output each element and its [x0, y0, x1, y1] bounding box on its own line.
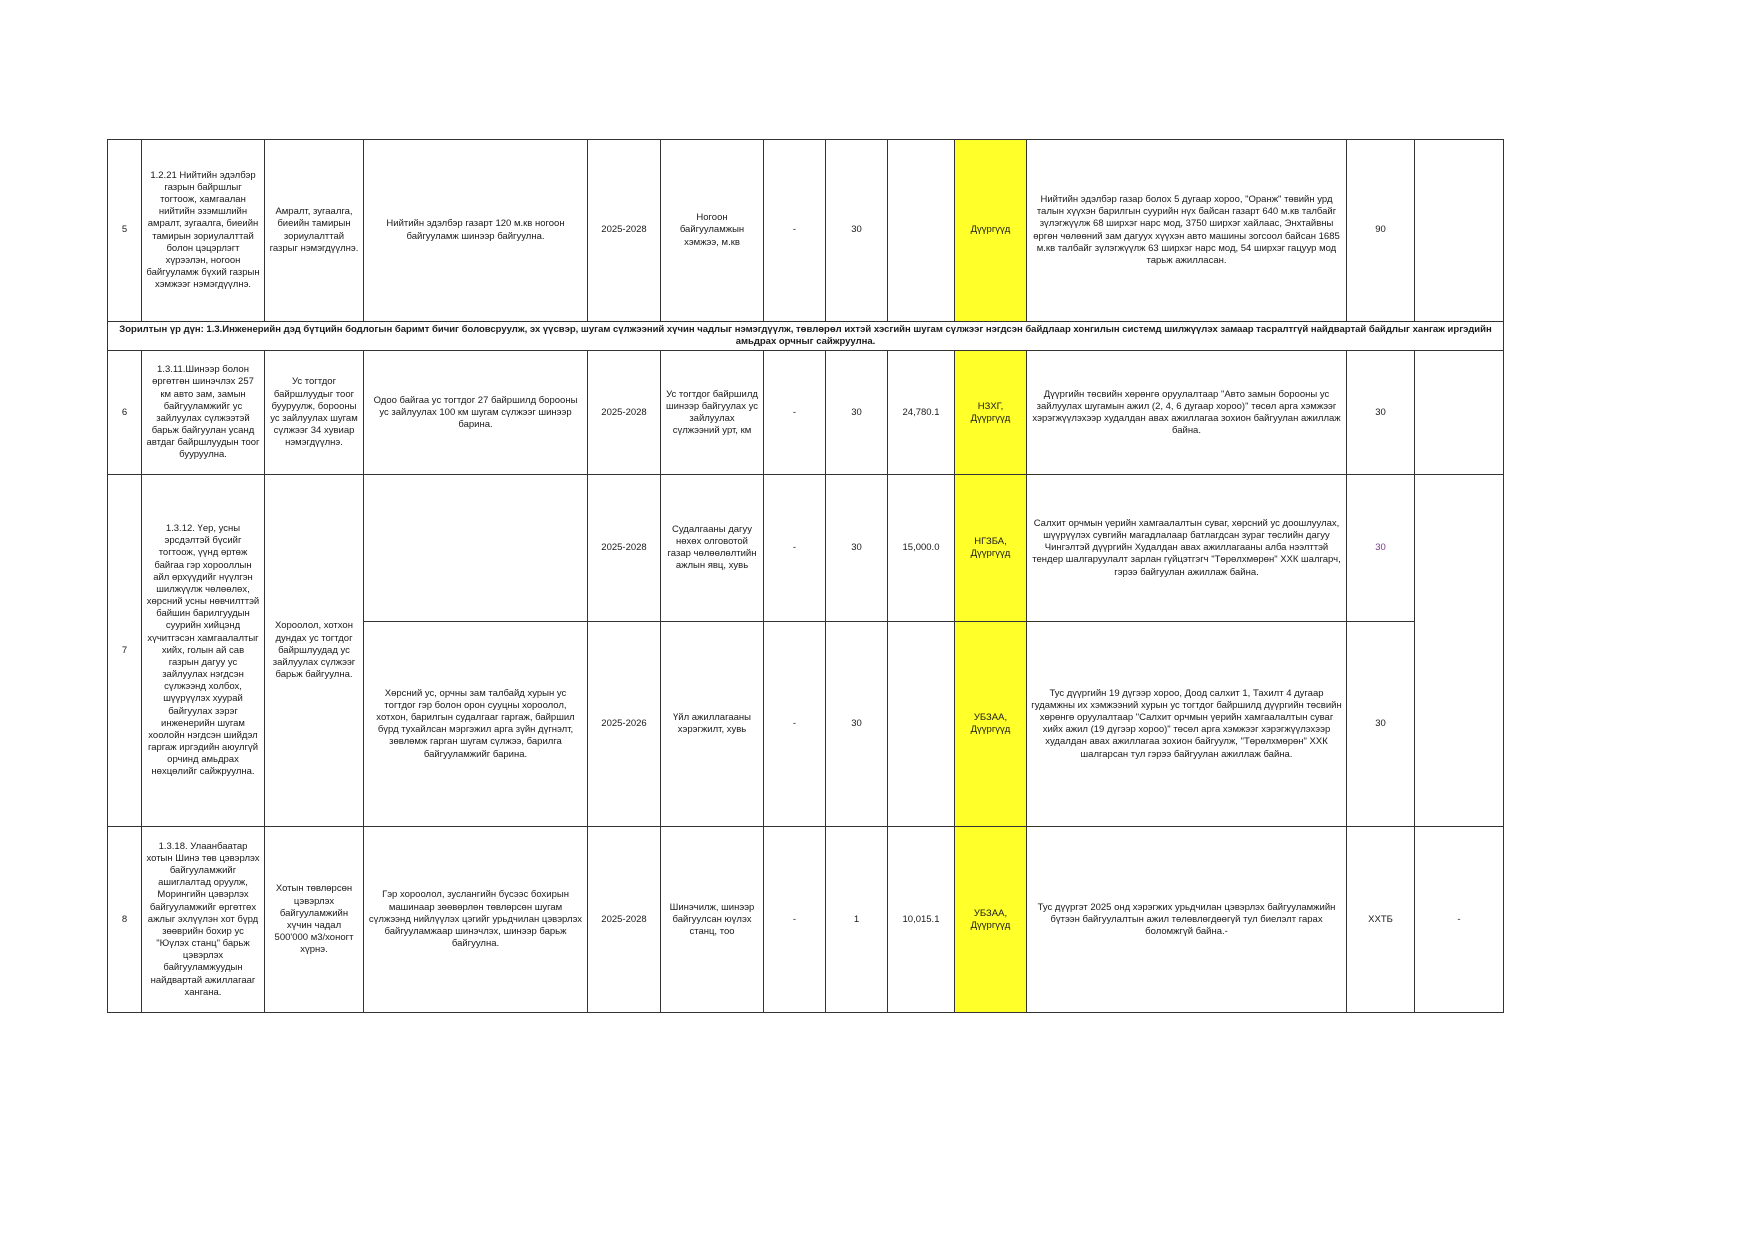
target-value-cell: 30	[826, 140, 888, 322]
baseline-cell: Нийтийн эдэлбэр газарт 120 м.кв ногоон байгууламж шинээр байгуулна.	[364, 140, 588, 322]
indicator-cell: Судалгааны дагуу нөхөх олговотой газар чөлөөлөлтийн ажлын явц, хувь	[661, 475, 764, 622]
goal-row	[108, 322, 1504, 351]
base-value-cell: -	[764, 475, 826, 622]
base-value-cell: -	[764, 622, 826, 827]
indicator-cell: Шинэчилж, шинээр байгуулсан юүлэх станц, тоо	[661, 827, 764, 1013]
note-cell: -	[1415, 827, 1504, 1013]
table-row	[108, 351, 1504, 475]
responsible-cell: УБЗАА, Дүүргүүд	[955, 827, 1027, 1013]
indicator-cell: Ус тогтдог байршилд шинээр байгуулах ус зайлуулах сүлжээний урт, км	[661, 351, 764, 475]
target-value-cell: 30	[826, 622, 888, 827]
responsible-cell: НГЗБА, Дүүргүүд	[955, 475, 1027, 622]
table-row	[108, 827, 1504, 1013]
measure-cell: 1.3.12. Үер, усны эрсдэлтэй бүсийг тогтоож, үүнд өртөж байгаа гэр хорооллын айл өрхүүдийг нүүлгэн шилжүүлж чөлөөлөх, хөрсний усны нөвчилттэй байшин барилгуудын суурийн хийцэнд хүчитгэсэн хамгаалалтыг хийх, голын ай сав газрын дагуу ус зайлуулах нэгдсэн сүлжээнд холбох, шүүрүүлэх хуурай байгуулах зэрэг инженерийн шугам хоолойн нэгдсэн шийдэл гаргаж иргэдийн аюулгүй орчинд амьдрах нөхцөлийг сайжруулна.	[142, 475, 265, 827]
baseline-cell: Одоо байгаа ус тогтдог 27 байршилд борооны ус зайлуулах 100 км шугам сүлжээг шинээр барина.	[364, 351, 588, 475]
plan-table	[107, 139, 1504, 1013]
period-cell: 2025-2028	[588, 140, 661, 322]
score-cell: 90	[1347, 140, 1415, 322]
table-row	[108, 140, 1504, 322]
note-cell	[1415, 475, 1504, 827]
measure-cell: 1.3.11.Шинээр болон өргөтгөн шинэчлэх 257 км авто зам, замын байгууламжийг ус зайлуулах сүлжээтэй барьж байгуулан усанд автдаг байршлуудын тоог бууруулна.	[142, 351, 265, 475]
budget-cell: 10,015.1	[888, 827, 955, 1013]
score-cell: 30	[1347, 622, 1415, 827]
period-cell: 2025-2028	[588, 351, 661, 475]
indicator-cell: Үйл ажиллагааны хэрэгжилт, хувь	[661, 622, 764, 827]
responsible-cell: УБЗАА, Дүүргүүд	[955, 622, 1027, 827]
measure-cell: 1.2.21 Нийтийн эдэлбэр газрын байршлыг тогтоож, хамгаалан нийтийн эзэмшлийн амралт, зугаалга, биеийн тамирын зориулалттай болон цэцэрлэгт хүрээлэн, ногоон байгууламж бүхий газрын хэмжээг нэмэгдүүлнэ.	[142, 140, 265, 322]
row-number: 8	[108, 827, 142, 1013]
base-value-cell: -	[764, 827, 826, 1013]
budget-cell: 15,000.0	[888, 475, 955, 622]
period-cell: 2025-2028	[588, 475, 661, 622]
measure-cell: 1.3.18. Улаанбаатар хотын Шинэ төв цэвэрлэх байгууламжийг ашиглалтад оруулж, Морингийн цэвэрлэх байгууламжийг өргөтгөх ажлыг эхлүүлэн хот бүрд зөөврийн бохир ус "Юүлэх станц" барьж цэвэрлэх байгууламжуудын найдвартай ажиллагааг хангана.	[142, 827, 265, 1013]
target-cell: Хотын төвлөрсөн цэвэрлэх байгууламжийн хүчин чадал 500'000 м3/хоногт хүрнэ.	[265, 827, 364, 1013]
note-cell	[1415, 140, 1504, 322]
baseline-cell: Хөрсний ус, орчны зам талбайд хурын ус тогтдог гэр болон орон сууцны хороолол, хотхон, барилгын судалгааг гаргаж, байршил бүрд тухайлсан мэргэжил арга зүйн дүгнэлт, зөвлөмж гарган шугам сүлжээ, барилга байгууламжийг барина.	[364, 622, 588, 827]
result-cell: Тус дүүргийн 19 дүгээр хороо, Доод салхит 1, Тахилт 4 дугаар гудамжны их хэмжээний хурын ус тогтдог байршилд дүүргийн төсвийн хөрөнгө оруулалтаар "Салхит орчмын үерийн хамгаалалтын суваг хийх ажил (19 дүгээр хороо)" төсөл арга хэмжээг хэрэгжүүлэхээр худалдан авах ажиллагаа зохион байгуулж, "Төрөлхмөрөн" ХХК шалгарсан тул гэрээ байгуулан ажиллаж байна.	[1027, 622, 1347, 827]
baseline-cell: Гэр хороолол, зуслангийн бүсээс бохирын машинаар зөөвөрлөн төвлөрсөн шугам сүлжээнд нийлүүлэх цэгийг урьдчилан цэвэрлэх байгууламжаар шинэчлэх, шинээр барьж байгуулна.	[364, 827, 588, 1013]
score-cell: ХХТБ	[1347, 827, 1415, 1013]
target-cell: Хороолол, хотхон дундах ус тогтдог байршлуудад ус зайлуулах сүлжээг барьж байгуулна.	[265, 475, 364, 827]
base-value-cell: -	[764, 140, 826, 322]
score-cell: 30	[1347, 475, 1415, 622]
responsible-cell: Дүүргүүд	[955, 140, 1027, 322]
goal-text: Зорилтын үр дүн: 1.3.Инженерийн дэд бүтцийн бодлогын баримт бичиг боловсруулж, эх үүсвэр, шугам сүлжээний хүчин чадлыг нэмэгдүүлж, төвлөрөл ихтэй хэсгийн шугам сүлжээг нэгдсэн байдлаар хонгилын системд шилжүүлэх замаар тасралтгүй найдвартай байдлыг хангаж иргэдийн амьдрах орчныг сайжруулна.	[108, 322, 1504, 351]
indicator-cell: Ногоон байгууламжын хэмжээ, м.кв	[661, 140, 764, 322]
result-cell: Нийтийн эдэлбэр газар болох 5 дугаар хороо, "Оранж" төвийн урд талын хүүхэн барилгын суурийн нүх байсан газарт 640 м.кв талбайг зүлэгжүүлж 68 ширхэг нарс мод, 3750 ширхэг хайлаас, Энхтайвны өргөн чөлөөний зам дагуух хүүхэн авто машины зогсоол байсан 1685 м.кв талбайг зүлэгжүүлж 63 ширхэг нарс мод, 54 ширхэг гацуур мод тарьж ажилласан.	[1027, 140, 1347, 322]
period-cell: 2025-2028	[588, 827, 661, 1013]
baseline-cell	[364, 475, 588, 622]
responsible-cell: НЗХГ, Дүүргүүд	[955, 351, 1027, 475]
period-cell: 2025-2026	[588, 622, 661, 827]
table-row	[108, 475, 1504, 622]
note-cell	[1415, 351, 1504, 475]
row-number: 7	[108, 475, 142, 827]
base-value-cell: -	[764, 351, 826, 475]
score-cell: 30	[1347, 351, 1415, 475]
result-cell: Тус дүүргэт 2025 онд хэрэгжих урьдчилан цэвэрлэх байгууламжийн бүтээн байгуулалтын ажил төлөвлөгдөөгүй тул биелэлт гарах боломжгүй байна.-	[1027, 827, 1347, 1013]
row-number: 6	[108, 351, 142, 475]
budget-cell: 24,780.1	[888, 351, 955, 475]
target-cell: Амралт, зугаалга, биеийн тамирын зориулалттай газрыг нэмэгдүүлнэ.	[265, 140, 364, 322]
target-value-cell: 30	[826, 475, 888, 622]
target-value-cell: 1	[826, 827, 888, 1013]
target-value-cell: 30	[826, 351, 888, 475]
result-cell: Дүүргийн төсвийн хөрөнгө оруулалтаар "Авто замын борооны ус зайлуулах шугамын ажил (2, 4, 6 дугаар хороо)" төсөл арга хэмжээг хэрэгжүүлэхээр худалдан авах ажиллагаа зохион байгуулан ажиллаж байна.	[1027, 351, 1347, 475]
result-cell: Салхит орчмын үерийн хамгаалалтын суваг, хөрсний ус доошлуулах, шүүрүүлэх сувгийн магадлалаар батлагдсан зураг төслийн дагуу Чингэлтэй дүүргийн Худалдан авах ажиллагааны алба нээлттэй тендер шалгаруулалт зарлан гүйцэтгэгч "Төрөлхмөрөн" ХХК шалгарч, гэрээ байгуулан ажиллаж байна.	[1027, 475, 1347, 622]
target-cell: Ус тогтдог байршлуудыг тоог бууруулж, борооны ус зайлуулах шугам сүлжээг 34 хувиар нэмэгдүүлнэ.	[265, 351, 364, 475]
row-number: 5	[108, 140, 142, 322]
budget-cell	[888, 140, 955, 322]
budget-cell	[888, 622, 955, 827]
